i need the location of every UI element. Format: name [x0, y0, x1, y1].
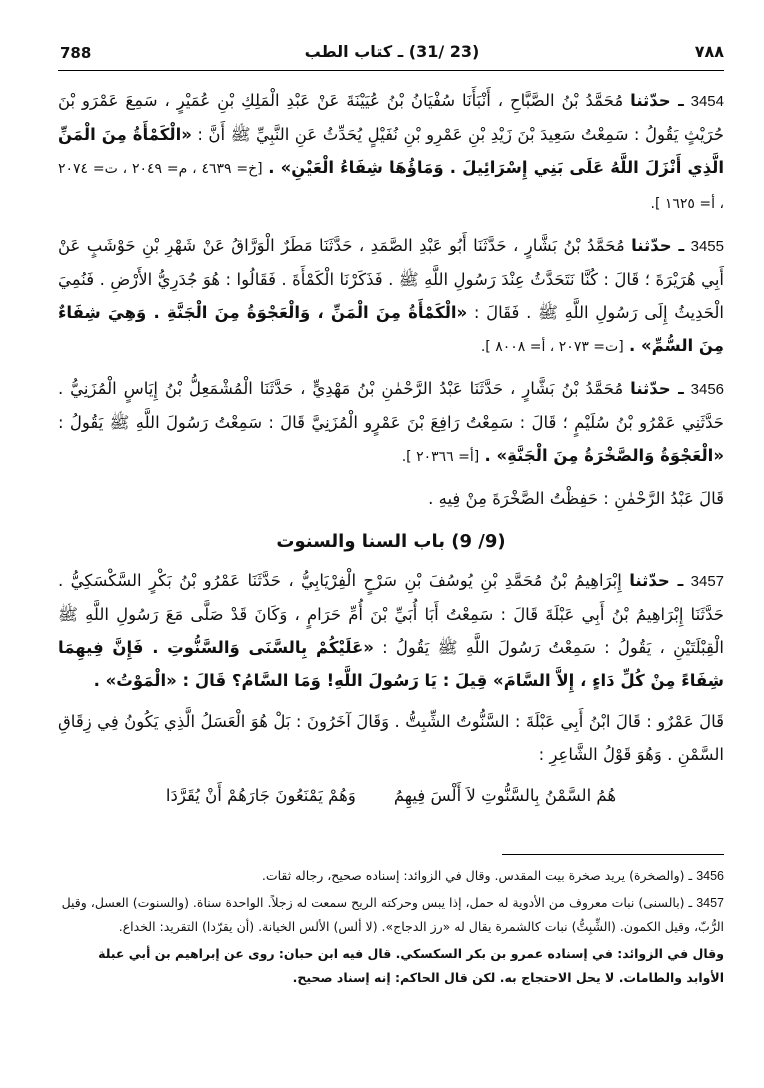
footnote-zawaid: [58, 942, 724, 991]
hadith-chain: مُحَمَّدُ بْنُ بَشَّارٍ ، حَدَّثَنَا عَبْدُ الرَّحْمٰنِ بْنُ مَهْدِيٍّ ، حَدَّثَنَا الْمُشْمَعِلُّ بْنُ إِيَاسٍ الْمُزَنِيُّ . حَدَّثَنِي عَمْرُو بْنُ سُلَيْمٍ ؛ قَالَ : سَمِعْتُ رَافِعَ بْنَ عَمْرٍو الْمُزَنِيَّ قَالَ : سَمِعْتُ رَسُولَ اللَّهِ ﷺ يَقُولُ :: [58, 379, 724, 432]
running-title: (23 /31) ـ كتاب الطب: [304, 42, 480, 61]
header-rule: [58, 70, 724, 71]
hadith-3456: [58, 372, 724, 474]
hadith-chain: مُحَمَّدُ بْنُ بَشَّارٍ ، حَدَّثَنَا أَبُو عَبْدِ الصَّمَدِ ، حَدَّثَنَا مَطَرٌ الْوَرَّاقُ عَنْ شَهْرِ بْنِ حَوْشَبٍ عَنْ أَبِي هُرَيْرَةَ ؛ قَالَ : كُنَّا نَتَحَدَّثُ عِنْدَ رَسُولِ اللَّهِ ﷺ . فَذَكَرْنَا الْكَمْأَةَ . فَقَالُوا : هُوَ جُدَرِيُّ الأَرْضِ . فَنُمِيَ الْحَدِيثُ إِلَى رَسُولِ اللَّهِ ﷺ . فَقَالَ :: [58, 236, 725, 322]
page-number-arabic: ٧٨٨: [694, 42, 724, 61]
footnote-number: 3456: [696, 869, 724, 883]
hadith-quote: «الْكَمْأَةُ مِنَ الْمَنِّ الَّذِي أَنْزَلَ اللَّهُ عَلَى بَنِي إِسْرَائِيلَ . وَمَاؤُهَا شِفَاءُ الْعَيْنِ» .: [58, 125, 725, 177]
hadith-3456-note: قَالَ عَبْدُ الرَّحْمٰنِ : حَفِظْتُ الصَّخْرَةَ مِنْ فِيهِ .: [428, 489, 724, 508]
main-text: [58, 84, 724, 812]
page-number-latin: 788: [60, 44, 92, 62]
footnote-3457: [58, 891, 724, 940]
hadith-number: 3456: [690, 381, 725, 398]
hadith-3457: [58, 564, 724, 697]
verse-first-hemistich: هُمُ السَّمْنُ بِالسَّنُّوتِ لاَ أَلْسَ فِيهِمُ: [393, 786, 617, 805]
footnote-text: ـ (بالسنى) نبات معروف من الأدوية له حمل، إذا يبس وحركته الريح سمعت له زجلاً. الواحدة سناة. (والسنوت) العسل، وقيل الرُّبّ، وقيل الكمون. (الشِّبِتُّ) نبات كالشمرة يقال له «رز الدجاج». (لا ألس) الألس الخيانة. (أن يقرّدا) التقريد: الخداع.: [61, 894, 724, 934]
hadith-reference: [ت= ٢٠٧٣ ، أ= ٨٠٠٨ ].: [480, 339, 624, 355]
hadith-quote: «الْعَجْوَةُ وَالصَّخْرَةُ مِنَ الْجَنَّةِ» .: [484, 446, 724, 465]
hadith-quote: «عَلَيْكُمْ بِالسَّنَى وَالسَّنُّوتِ . فَإِنَّ فِيهِمَا شِفَاءً مِنْ كُلِّ دَاءٍ ، إِلاَّ السَّامَ» قِيلَ : يَا رَسُولَ اللَّهِ! وَمَا السَّامُ؟ قَالَ : «الْمَوْتُ» .: [58, 638, 724, 690]
poetry-verse: [58, 779, 724, 812]
footnote-3456: [58, 864, 724, 889]
hadith-reference: [أ= ٢٠٣٦٦ ].: [401, 449, 480, 465]
hadith-lead: ـ حدّثنا: [630, 379, 684, 398]
footnote-number: 3457: [696, 895, 724, 910]
chapter-title: (9/ 9) باب السنا والسنوت: [276, 531, 506, 552]
hadith-number: 3457: [690, 573, 725, 590]
hadith-number: 3454: [690, 93, 724, 110]
hadith-3457-note: قَالَ عَمْرٌو : قَالَ ابْنُ أَبِي عَبْلَةَ : السَّنُّوتُ الشِّبِتُّ . وَقَالَ آخَرُونَ : بَلْ هُوَ الْعَسَلُ الَّذِي يَكُونُ فِي زِقَاقِ السَّمْنِ . وَهُوَ قَوْلُ الشَّاعِرِ :: [58, 712, 724, 764]
hadith-chain: إِبْرَاهِيمُ بْنُ مُحَمَّدِ بْنِ يُوسُفَ بْنِ سَرْحٍ الْفِرْيَابِيُّ ، حَدَّثَنَا عَمْرُو بْنُ بَكْرٍ السَّكْسَكِيُّ . حَدَّثَنَا إِبْرَاهِيمُ بْنُ أَبِي عَبْلَةَ قَالَ : سَمِعْتُ أَبَا أُبَيِّ بْنَ أُمِّ حَرَامٍ ، وَكَانَ قَدْ صَلَّى مَعَ رَسُولِ اللَّهِ ﷺ الْقِبْلَتَيْنِ ، يَقُولُ : سَمِعْتُ رَسُولَ اللَّهِ ﷺ يَقُولُ :: [58, 571, 724, 657]
footnotes: [58, 864, 724, 993]
verse-second-hemistich: وَهُمْ يَمْنَعُونَ جَارَهُمْ أَنْ يُقَرَّدَا: [165, 786, 356, 805]
footnote-text: ـ (والصخرة) يريد صخرة بيت المقدس. وقال في الزوائد: إسناده صحيح، رجاله ثقات.: [261, 868, 693, 883]
footnote-rule: [502, 854, 724, 855]
hadith-lead: ـ حدّثنا: [629, 571, 684, 590]
hadith-3454: [58, 84, 724, 221]
hadith-number: 3455: [690, 238, 724, 255]
footnote-text: وقال في الزوائد: في إسناده عمرو بن بكر السكسكي. قال فيه ابن حبان: روى عن إبراهيم بن أبي عبلة الأوابد والطامات. لا يحل الاحتجاج به. لكن قال الحاكم: إنه إسناد صحيح.: [98, 945, 724, 985]
hadith-quote: «الْكَمْأَةُ مِنَ الْمَنِّ ، وَالْعَجْوَةُ مِنَ الْجَنَّةِ . وَهِيَ شِفَاءٌ مِنَ السُّمِّ» .: [58, 303, 724, 355]
page-header: [60, 38, 724, 70]
hadith-lead: ـ حدّثنا: [631, 236, 685, 255]
hadith-lead: ـ حدّثنا: [630, 91, 684, 110]
hadith-reference: [خ= ٤٦٣٩ ، م= ٢٠٤٩ ، ت= ٢٠٧٤ ، أ= ١٦٢٥ ].: [58, 161, 724, 212]
hadith-3455: [58, 229, 724, 364]
hadith-chain: مُحَمَّدُ بْنُ الصَّبَّاحِ ، أَنْبَأَنَا سُفْيَانُ بْنُ عُيَيْنَةَ عَنْ عَبْدِ الْمَلِكِ بْنِ عُمَيْرٍ ، سَمِعَ عَمْرَو بْنَ حُرَيْثٍ يَقُولُ : سَمِعْتُ سَعِيدَ بْنَ زَيْدِ بْنِ عَمْرِو بْنِ نُفَيْلٍ يُحَدِّثُ عَنِ النَّبِيِّ ﷺ أَنَّ :: [58, 91, 724, 144]
